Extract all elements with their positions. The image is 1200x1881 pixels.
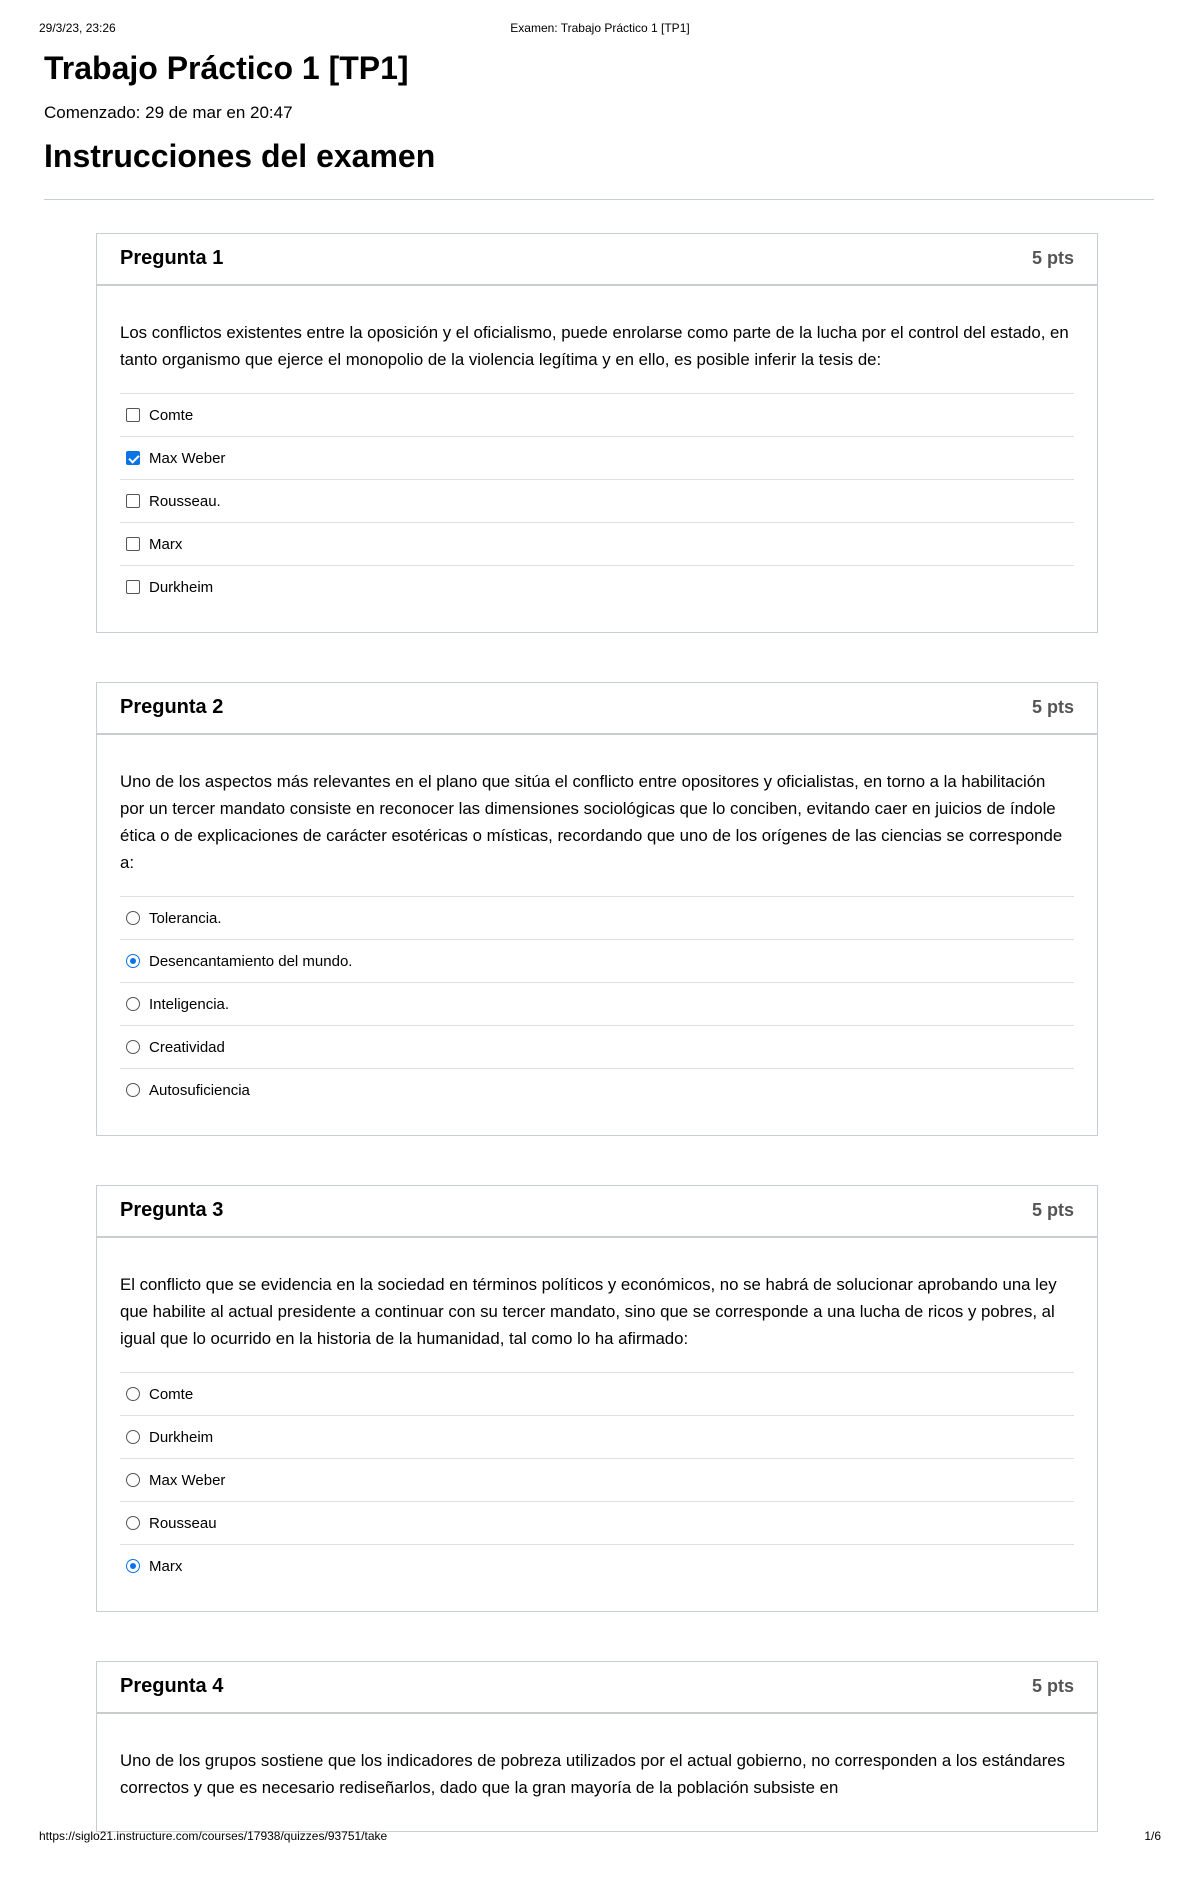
answer-option[interactable] bbox=[120, 479, 1074, 522]
print-doc-title: Examen: Trabajo Práctico 1 [TP1] bbox=[510, 21, 690, 35]
question-body bbox=[97, 735, 1097, 1135]
answer-radio[interactable] bbox=[126, 1516, 140, 1530]
answer-label[interactable]: Durkheim bbox=[149, 1428, 214, 1446]
question-1 bbox=[96, 233, 1098, 633]
answer-list bbox=[120, 1372, 1074, 1587]
answer-label[interactable]: Marx bbox=[149, 1557, 183, 1575]
question-body bbox=[97, 286, 1097, 632]
print-date: 29/3/23, 23:26 bbox=[39, 21, 116, 35]
question-2 bbox=[96, 682, 1098, 1136]
answer-label[interactable]: Tolerancia. bbox=[149, 909, 222, 927]
question-text: Los conflictos existentes entre la oposición y el oficialismo, puede enrolarse como parte de la lucha por el control del estado, en tanto organismo que ejerce el monopolio de la violencia legítima y en ello, es posible inferir la tesis de: bbox=[120, 323, 1069, 369]
print-footer bbox=[39, 1829, 1161, 1845]
answer-radio[interactable] bbox=[126, 911, 140, 925]
question-text: El conflicto que se evidencia en la sociedad en términos políticos y económicos, no se habrá de solucionar aprobando una ley que habilite al actual presidente a continuar con su tercer mandato, sino que se corresponde a una lucha de ricos y pobres, al igual que lo ocurrido en la historia de la humanidad, tal como lo ha afirmado: bbox=[120, 1275, 1057, 1348]
instructions-title: Instrucciones del examen bbox=[44, 138, 436, 174]
answer-option[interactable] bbox=[120, 982, 1074, 1025]
question-body bbox=[97, 1714, 1097, 1831]
answer-label[interactable]: Inteligencia. bbox=[149, 995, 230, 1013]
answer-label[interactable]: Rousseau bbox=[149, 1514, 217, 1532]
answer-label[interactable]: Creatividad bbox=[149, 1038, 225, 1056]
answer-checkbox[interactable] bbox=[126, 494, 140, 508]
answer-label[interactable]: Max Weber bbox=[149, 449, 226, 467]
question-name: Pregunta 3 bbox=[120, 1199, 224, 1221]
answer-radio[interactable] bbox=[126, 1430, 140, 1444]
answer-option[interactable] bbox=[120, 939, 1074, 982]
answer-option[interactable] bbox=[120, 1458, 1074, 1501]
quiz-content bbox=[44, 46, 1154, 1881]
answer-checkbox[interactable] bbox=[126, 537, 140, 551]
answer-option[interactable] bbox=[120, 1025, 1074, 1068]
question-header bbox=[97, 1186, 1097, 1238]
answer-option[interactable] bbox=[120, 1372, 1074, 1415]
answer-radio-checked[interactable] bbox=[126, 1559, 140, 1573]
question-header bbox=[97, 234, 1097, 286]
question-points: 5 pts bbox=[1031, 697, 1074, 717]
answer-checkbox[interactable] bbox=[126, 408, 140, 422]
question-list bbox=[96, 233, 1098, 1832]
question-points: 5 pts bbox=[1031, 1676, 1074, 1696]
answer-radio[interactable] bbox=[126, 1387, 140, 1401]
answer-radio-checked[interactable] bbox=[126, 954, 140, 968]
quiz-title: Trabajo Práctico 1 [TP1] bbox=[44, 50, 409, 86]
quiz-started-time: Comenzado: 29 de mar en 20:47 bbox=[44, 103, 293, 122]
question-name: Pregunta 4 bbox=[120, 1675, 224, 1697]
print-header bbox=[39, 21, 1161, 37]
divider bbox=[44, 199, 1154, 200]
question-header bbox=[97, 1662, 1097, 1714]
answer-option[interactable] bbox=[120, 436, 1074, 479]
question-3 bbox=[96, 1185, 1098, 1612]
answer-option[interactable] bbox=[120, 565, 1074, 608]
question-points: 5 pts bbox=[1031, 1200, 1074, 1220]
print-url: https://siglo21.instructure.com/courses/17938/quizzes/93751/take bbox=[39, 1829, 388, 1843]
answer-option[interactable] bbox=[120, 1501, 1074, 1544]
print-page-number: 1/6 bbox=[1144, 1829, 1161, 1843]
question-name: Pregunta 1 bbox=[120, 247, 224, 269]
answer-label[interactable]: Durkheim bbox=[149, 578, 214, 596]
answer-radio[interactable] bbox=[126, 1473, 140, 1487]
answer-label[interactable]: Autosuficiencia bbox=[149, 1081, 250, 1099]
answer-option[interactable] bbox=[120, 393, 1074, 436]
answer-label[interactable]: Comte bbox=[149, 1385, 194, 1403]
answer-label[interactable]: Desencantamiento del mundo. bbox=[149, 952, 353, 970]
question-text: Uno de los grupos sostiene que los indicadores de pobreza utilizados por el actual gobierno, no corresponden a los estándares correctos y que es necesario rediseñarlos, dado que la gran mayoría de la población subsiste en bbox=[120, 1751, 1066, 1797]
answer-radio[interactable] bbox=[126, 997, 140, 1011]
answer-checkbox-checked[interactable] bbox=[126, 451, 140, 465]
answer-option[interactable] bbox=[120, 1068, 1074, 1111]
answer-option[interactable] bbox=[120, 1415, 1074, 1458]
question-name: Pregunta 2 bbox=[120, 696, 224, 718]
question-header bbox=[97, 683, 1097, 735]
answer-label[interactable]: Comte bbox=[149, 406, 194, 424]
question-body bbox=[97, 1238, 1097, 1611]
answer-label[interactable]: Rousseau. bbox=[149, 492, 221, 510]
answer-label[interactable]: Max Weber bbox=[149, 1471, 226, 1489]
answer-option[interactable] bbox=[120, 1544, 1074, 1587]
answer-option[interactable] bbox=[120, 896, 1074, 939]
question-text: Uno de los aspectos más relevantes en el plano que sitúa el conflicto entre opositores y oficialistas, en torno a la habilitación por un tercer mandato consiste en reconocer las dimensiones sociológicas que lo conciben, evitando caer en juicios de índole ética o de explicaciones de carácter esotéricas o místicas, recordando que uno de los orígenes de las ciencias se corresponde a: bbox=[120, 772, 1063, 872]
answer-list bbox=[120, 896, 1074, 1111]
answer-option[interactable] bbox=[120, 522, 1074, 565]
answer-label[interactable]: Marx bbox=[149, 535, 183, 553]
answer-checkbox[interactable] bbox=[126, 580, 140, 594]
answer-radio[interactable] bbox=[126, 1083, 140, 1097]
answer-radio[interactable] bbox=[126, 1040, 140, 1054]
answer-list bbox=[120, 393, 1074, 608]
question-points: 5 pts bbox=[1031, 248, 1074, 268]
question-4 bbox=[96, 1661, 1098, 1832]
